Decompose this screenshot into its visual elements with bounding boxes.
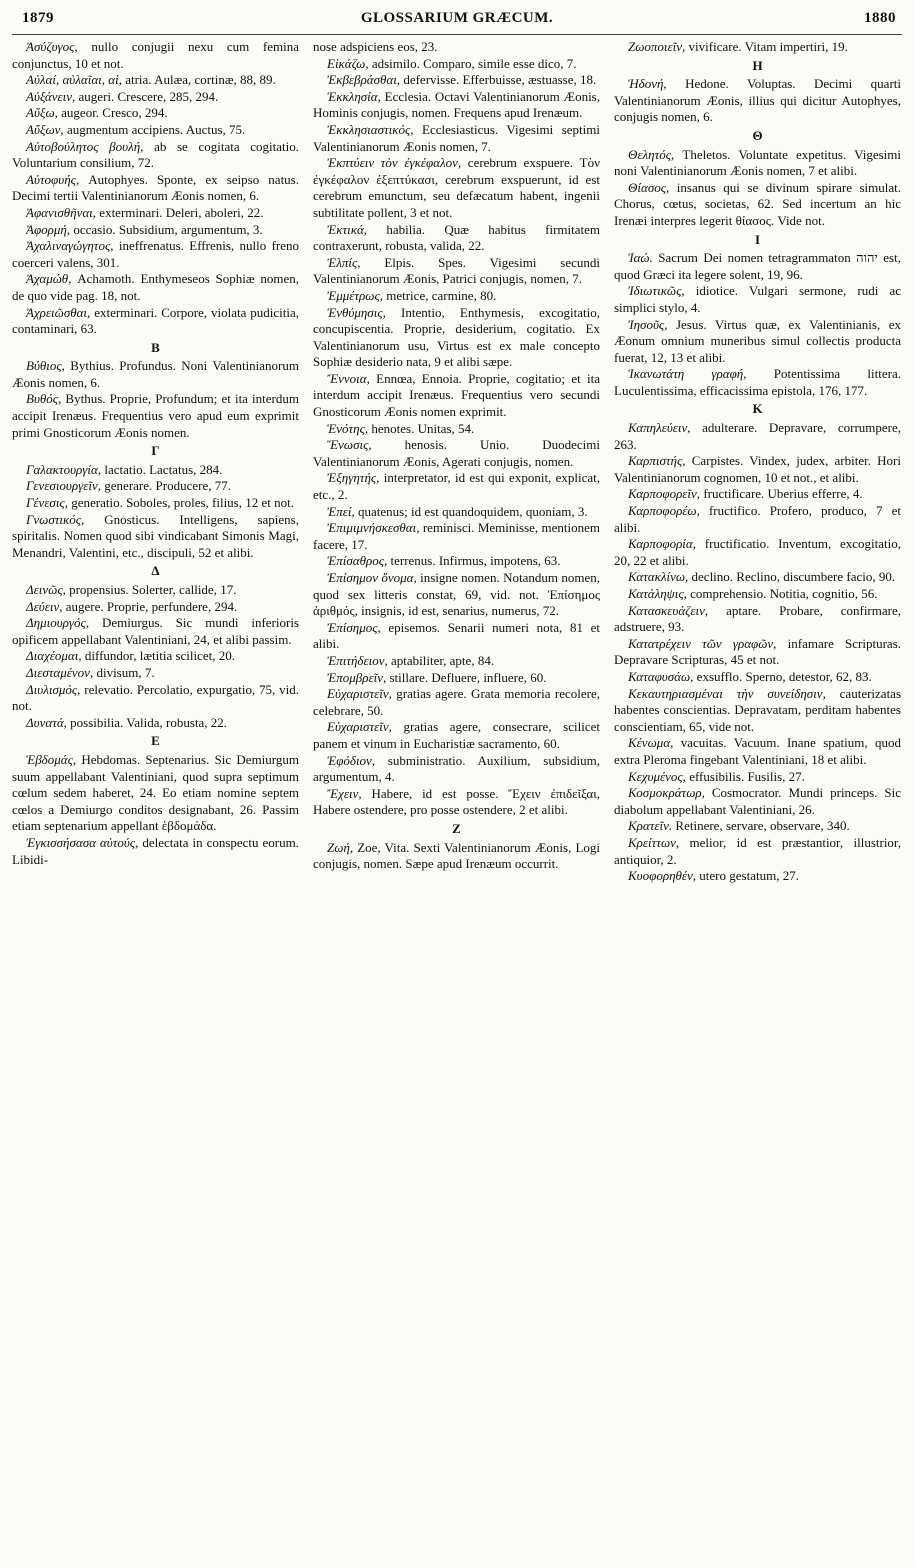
greek-headword: Ἀφορμή, xyxy=(26,221,71,237)
entry-definition: divisum, 7. xyxy=(93,664,155,680)
entry-definition: effusibilis. Fusilis, 27. xyxy=(685,768,805,784)
glossary-entry xyxy=(313,620,600,653)
glossary-entry xyxy=(313,255,600,288)
greek-headword: Ἐπίσαθρος, xyxy=(327,553,388,569)
entry-definition: adsimilo. Comparo, simile esse dico, 7. xyxy=(368,55,577,71)
greek-headword: Ἐφόδιον, xyxy=(327,752,376,768)
glossary-entry xyxy=(614,536,901,569)
greek-headword: Κυοφορηθέν, xyxy=(628,868,697,884)
glossary-entry xyxy=(614,147,901,180)
glossary-entry xyxy=(12,715,299,732)
entry-definition: subministratio. Auxilium, subsidium, argumentum, 4. xyxy=(313,752,600,785)
entry-definition: Potentissima littera. Luculentissima, efficacissima epistola, 176, 177. xyxy=(614,366,901,398)
glossary-entry xyxy=(313,155,600,221)
glossary-entry xyxy=(12,682,299,715)
glossary-entry xyxy=(614,569,901,586)
glossary-entry xyxy=(12,512,299,562)
entry-definition: Habere, id est posse. Ἔχειν ἐπιδεῖξαι, Habere ostendere, pro posse ostendere, 2 et alibi. xyxy=(313,785,600,818)
greek-headword: Ἰδιωτικῶς, xyxy=(628,283,685,299)
glossary-entry xyxy=(12,238,299,271)
glossary-entry xyxy=(614,868,901,885)
entry-definition: occasio. Subsidium, argumentum, 3. xyxy=(70,221,263,237)
entry-continuation: nose adspiciens eos, 23. xyxy=(313,39,438,54)
entry-definition: utero gestatum, 27. xyxy=(696,868,799,884)
greek-headword: Γνωστικός, xyxy=(26,511,85,527)
page-title: GLOSSARIUM GRÆCUM. xyxy=(360,10,554,26)
greek-headword: Αὔξων, xyxy=(26,121,64,137)
entry-definition: habilia. Quæ habitus firmitatem contraxerunt, robusta, valida, 22. xyxy=(313,221,600,254)
glossary-entry xyxy=(12,358,299,391)
glossary-entry xyxy=(12,39,299,72)
greek-headword: Γαλακτουργία, xyxy=(26,461,102,477)
glossary-entry xyxy=(614,686,901,736)
greek-headword: Κρείττων, xyxy=(628,834,680,850)
glossary-entry xyxy=(313,56,600,73)
glossary-entry xyxy=(12,305,299,338)
entry-definition: exsufflo. Sperno, detestor, 62, 83. xyxy=(693,668,872,684)
glossary-entry xyxy=(313,122,600,155)
entry-definition: augeri. Crescere, 285, 294. xyxy=(75,88,219,104)
greek-headword: Ἔννοια, xyxy=(327,370,370,386)
greek-headword: Ἐπιμιμνήσκεσθαι, xyxy=(327,520,420,536)
entry-definition: augere. Proprie, perfundere, 294. xyxy=(62,598,238,614)
entry-definition: henosis. Unio. Duodecimi Valentinianorum Æonis, Agerati conjugis, nomen. xyxy=(313,437,600,469)
glossary-column-3 xyxy=(614,39,901,885)
greek-headword: Κατακλίνω, xyxy=(628,569,689,585)
glossary-entry xyxy=(614,76,901,126)
glossary-entry xyxy=(12,665,299,682)
entry-definition: idiotice. Vulgari sermone, rudi ac simplici stylo, 4. xyxy=(614,283,901,315)
greek-headword: Αὐτοφυής, xyxy=(26,171,80,187)
glossary-entry xyxy=(12,648,299,665)
greek-headword: Καταφυσάω, xyxy=(628,668,694,684)
entry-definition: adulterare. Depravare, corrumpere, 263. xyxy=(614,420,901,452)
greek-headword: Ἐκβεβράσθαι, xyxy=(327,72,401,88)
glossary-entry xyxy=(614,735,901,768)
entry-definition: Autophyes. Sponte, ex seipso natus. Decimi tertii Valentinianorum Æonis nomen, 6. xyxy=(12,171,299,204)
glossary-entry xyxy=(614,586,901,603)
glossary-entry xyxy=(614,503,901,536)
greek-headword: Δημιουργός, xyxy=(26,615,90,631)
glossary-entry xyxy=(12,835,299,868)
greek-headword: Εἰκάζω, xyxy=(327,55,369,71)
greek-headword: Κοσμοκράτωρ, xyxy=(628,785,705,801)
entry-definition: nullo conjugii nexu cum femina conjunctus, 10 et not. xyxy=(12,39,299,71)
greek-headword: Καρπιστής, xyxy=(628,453,686,469)
entry-definition: Jesus. Virtus quæ, ex Valentinianis, ex Æonum omnium muneribus simul collectis producta fuerat, 12, 13 et alibi. xyxy=(614,316,901,365)
entry-definition: propensius. Solerter, callide, 17. xyxy=(65,582,237,597)
entry-definition: fructificatio. Inventum, excogitatio, 20, 22 et alibi. xyxy=(614,536,901,568)
glossary-entry xyxy=(313,570,600,620)
greek-headword: Καρποφορέω, xyxy=(628,503,700,519)
greek-headword: Ἐλπίς, xyxy=(327,254,361,270)
greek-headword: Ἕνωσις, xyxy=(327,437,372,453)
glossary-column-2 xyxy=(313,39,600,885)
greek-headword: Εὐχαριστεῖν, xyxy=(327,719,392,735)
entry-definition: comprehensio. Notitia, cognitio, 56. xyxy=(686,586,878,601)
greek-headword: Ζωή, xyxy=(327,839,354,855)
glossary-entry xyxy=(614,818,901,835)
entry-definition: exterminari. Corpore, violata pudicitia, contaminari, 63. xyxy=(12,304,299,337)
glossary-entry xyxy=(313,670,600,687)
glossary-entry xyxy=(614,769,901,786)
glossary-entry xyxy=(614,785,901,818)
entry-definition: augeor. Cresco, 294. xyxy=(57,105,168,121)
greek-headword: Ἐξηγητής, xyxy=(327,470,380,486)
greek-headword: Ἐπεί, xyxy=(327,503,355,519)
glossary-entry xyxy=(614,317,901,367)
entry-definition: Demiurgus. Sic mundi inferioris opificem appellabant Valentiniani, 24, et alibi passim. xyxy=(12,615,299,647)
running-head xyxy=(12,8,902,35)
section-letter: H xyxy=(752,57,763,73)
greek-headword: Ἀχαμώθ, xyxy=(26,271,72,287)
glossary-entry xyxy=(12,72,299,89)
greek-headword: Κατασκευάζειν, xyxy=(628,602,709,618)
glossary-entry xyxy=(12,582,299,599)
section-letter: Δ xyxy=(151,563,160,579)
greek-headword: Ἀχαλιναγώγητος, xyxy=(26,238,114,254)
entry-definition: melior, id est præstantior, illustrior, antiquior, 2. xyxy=(614,834,901,867)
glossary-entry xyxy=(614,420,901,453)
glossary-entry xyxy=(12,139,299,172)
entry-definition: terrenus. Infirmus, impotens, 63. xyxy=(387,553,561,569)
entry-definition: Ecclesia. Octavi Valentinianorum Æonis, Hominis conjugis, nomen. Frequens apud Irenæum. xyxy=(313,88,600,121)
entry-definition: atria. Aulæa, cortinæ, 88, 89. xyxy=(121,72,276,88)
greek-headword: Κατάληψις, xyxy=(628,586,687,601)
greek-headword: Ἐπομβρεῖν, xyxy=(327,669,387,685)
glossary-entry xyxy=(313,840,600,873)
glossary-entry xyxy=(12,89,299,106)
glossary-entry xyxy=(12,391,299,441)
glossary-entry xyxy=(313,371,600,421)
entry-definition: stillare. Defluere, influere, 60. xyxy=(386,669,547,685)
greek-headword: Ἐπίσημον ὄνομα, xyxy=(327,570,417,585)
greek-headword: Ἐπιτήδειον, xyxy=(327,652,388,668)
entry-definition: Cosmocrator. Mundi princeps. Sic diabolum appellabant Valentiniani, 26. xyxy=(614,785,901,817)
glossary-entry xyxy=(614,636,901,669)
greek-headword: Ἐκτικά, xyxy=(327,221,368,237)
entry-definition: Carpistes. Vindex, judex, arbiter. Hori Valentinianorum cognomen, 10 et not., et alibi. xyxy=(614,453,901,485)
glossary-entry xyxy=(313,753,600,786)
greek-headword: Κεκαυτηριασμέναι τὴν συνείδησιν, xyxy=(628,685,826,701)
entry-definition: Achamoth. Enthymeseos Sophiæ nomen, de quo vide pag. 18, not. xyxy=(12,271,299,303)
greek-headword: Βύθιος, xyxy=(26,358,65,374)
entry-definition: generare. Producere, 77. xyxy=(101,478,231,494)
glossary-entry xyxy=(614,180,901,230)
entry-definition: gratias agere, consecrare, scilicet panem et vinum in Eucharistiæ sacramento, 60. xyxy=(313,719,600,751)
section-letter: Θ xyxy=(752,127,763,143)
greek-headword: Ἐκκλησία, xyxy=(327,88,381,104)
glossary-entry xyxy=(614,39,901,56)
entry-definition: exterminari. Deleri, aboleri, 22. xyxy=(96,204,264,220)
glossary-entry xyxy=(614,283,901,316)
glossary-entry xyxy=(313,222,600,255)
glossary-column-1 xyxy=(12,39,299,885)
glossary-entry xyxy=(313,686,600,719)
entry-definition: Intentio, Enthymesis, excogitatio, concupiscentia. Proprie, desiderium, cogitatio. Ex Valentinianorum usu, Virtus est ex male concepto Sophiæ desiderio nata, 9 et alibi sæpe. xyxy=(313,304,600,370)
entry-definition: vivificare. Vitam impertiri, 19. xyxy=(685,39,848,54)
greek-headword: Θελητός, xyxy=(628,146,675,162)
entry-definition: cerebrum exspuere. Τὸν ἐγκέφαλον ἐξεπτύκασι, cerebrum exspuerunt, id est cerebrum emunctum, seu defæcatum habent, ingenii subtilitate pollent, 3 et not. xyxy=(313,155,600,220)
entry-definition: generatio. Soboles, proles, filius, 12 et not. xyxy=(67,495,294,511)
greek-headword: Ἀσύζυγος, xyxy=(26,39,78,54)
entry-definition: declino. Reclino, discumbere facio, 90. xyxy=(688,569,896,585)
entry-definition: defervisse. Efferbuisse, æstuasse, 18. xyxy=(400,72,597,88)
entry-definition: Zoe, Vita. Sexti Valentinianorum Æonis, Logi conjugis, nomen. Sæpe apud Irenæum occurrit. xyxy=(313,839,600,872)
greek-headword: Κεχυμένος, xyxy=(628,768,686,784)
entry-definition: vacuitas. Vacuum. Inane spatium, quod extra Pleroma fingebant Valentiniani, 18 et alibi. xyxy=(614,735,901,767)
greek-headword: Ἐκπτύειν τὸν ἐγκέφαλον, xyxy=(327,155,462,171)
greek-headword: Ἐμμέτρως, xyxy=(327,287,383,303)
greek-headword: Ἰαώ. xyxy=(628,250,653,266)
glossary-entry xyxy=(614,366,901,399)
entry-definition: episemos. Senarii numeri nota, 81 et alibi. xyxy=(313,619,600,652)
greek-headword: Καρποφορεῖν, xyxy=(628,486,701,502)
greek-headword: Ἐνθύμησις, xyxy=(327,304,386,320)
greek-headword: Ἑβδομάς, xyxy=(26,751,77,767)
entry-definition: Gnosticus. Intelligens, sapiens, spiritalis. Nomen quod sibi vindicabant Simonis Magi, Menandri, Valentini, etc., discipuli, 52 et alibi. xyxy=(12,511,299,560)
glossary-entry xyxy=(614,835,901,868)
entry-definition: aptabiliter, apte, 84. xyxy=(387,652,495,668)
greek-headword: Δεινῶς, xyxy=(26,582,66,597)
entry-definition: lactatio. Lactatus, 284. xyxy=(101,461,223,477)
entry-definition: fructifico. Profero, produco, 7 et alibi. xyxy=(614,503,901,535)
entry-definition: fructificare. Uberius efferre, 4. xyxy=(700,486,863,502)
greek-headword: Ἀφανισθῆναι, xyxy=(26,204,97,220)
glossary-entry xyxy=(313,520,600,553)
glossary-entry xyxy=(12,752,299,835)
glossary-entry xyxy=(614,486,901,503)
entry-definition: ab se cogitata cogitatio. Voluntarium consilium, 72. xyxy=(12,138,300,171)
entry-definition: Hedone. Voluptas. Decimi quarti Valentinianorum Æonis, illius qui dicitur Autophyes, conjugis nomen, 6. xyxy=(614,76,901,125)
greek-headword: Αὐτοβούλητος βουλή, xyxy=(26,138,144,154)
glossary-entry xyxy=(12,222,299,239)
entry-definition: aptare. Probare, confirmare, adstruere, 93. xyxy=(614,602,901,635)
greek-headword: Καρποφορία, xyxy=(628,536,696,552)
glossary-entry xyxy=(12,205,299,222)
greek-headword: Εὐχαριστεῖν, xyxy=(327,686,392,702)
glossary-entry xyxy=(12,172,299,205)
glossary-entry xyxy=(313,470,600,503)
glossary-entry xyxy=(614,250,901,283)
entry-definition: Ennœa, Ennoia. Proprie, cogitatio; et ita interdum accipit Irenæus. Frequentius vero secundi Gnosticorum Æonis nomen exprimit. xyxy=(313,370,600,420)
glossary-entry xyxy=(313,421,600,438)
entry-definition: Bythius. Profundus. Noni Valentinianorum Æonis nomen, 6. xyxy=(12,358,299,390)
entry-definition: metrice, carmine, 80. xyxy=(382,287,497,303)
glossary-entry xyxy=(12,495,299,512)
greek-headword: Βυθός, xyxy=(26,391,62,407)
greek-headword: Ἰησοῦς, xyxy=(628,316,668,332)
section-letter: K xyxy=(752,401,763,417)
greek-headword: Διαχέομαι, xyxy=(26,648,82,664)
entry-definition: ineffrenatus. Effrenis, nullo freno coerceri valens, 301. xyxy=(12,238,299,270)
greek-headword: Κρατεῖν. xyxy=(628,818,673,834)
greek-headword: Γενεσιουργεῖν, xyxy=(26,478,102,494)
glossary-entry xyxy=(313,719,600,752)
glossary-entry xyxy=(12,599,299,616)
glossary-entry xyxy=(313,553,600,570)
entry-definition: Theletos. Voluntate expetitus. Vigesimi noni Valentinianorum Æonis nomen, 7 et alibi. xyxy=(614,146,901,179)
glossary-entry xyxy=(614,669,901,686)
greek-headword: Καπηλεύειν, xyxy=(628,420,691,436)
entry-definition: Ecclesiasticus. Vigesimi septimi Valentinianorum Æonis nomen, 7. xyxy=(313,121,600,154)
greek-headword: Ἡδονή, xyxy=(628,76,667,92)
greek-headword: Γένεσις, xyxy=(26,495,68,511)
greek-headword: Δυνατά, xyxy=(26,714,67,730)
entry-definition: Sacrum Dei nomen tetragrammaton יהוה est, quod Græci ita legere solent, 19, 96. xyxy=(614,250,901,282)
glossary-entry xyxy=(313,504,600,521)
entry-definition: infamare Scripturas. Depravare Scripturas, 45 et not. xyxy=(614,635,902,668)
glossary-entry xyxy=(313,89,600,122)
glossary-entry xyxy=(313,653,600,670)
greek-headword: Κατατρέχειν τῶν γραφῶν, xyxy=(628,635,777,651)
section-letter: I xyxy=(754,231,761,247)
entry-definition: reminisci. Meminisse, mentionem facere, 17. xyxy=(313,520,600,552)
greek-headword: Θίασος, xyxy=(628,179,670,195)
glossary-entry xyxy=(12,615,299,648)
entry-definition: possibilia. Valida, robusta, 22. xyxy=(66,714,228,730)
glossary-entry xyxy=(614,603,901,636)
entry-definition: delectata in conspectu eorum. Libidi- xyxy=(12,834,299,867)
greek-headword: Ζωοποιεῖν, xyxy=(628,39,686,54)
entry-definition: diffundor, lætitia scilicet, 20. xyxy=(81,648,236,664)
greek-headword: Διεσταμένον, xyxy=(26,664,94,680)
glossary-entry xyxy=(12,462,299,479)
glossary-entry xyxy=(313,786,600,819)
entry-definition: relevatio. Percolatio, expurgatio, 75, vid. not. xyxy=(12,681,299,714)
section-letter: B xyxy=(151,339,160,355)
glossary-entry xyxy=(313,305,600,371)
greek-headword: Ἐγκισσήσασα αὐτούς, xyxy=(26,834,139,850)
entry-definition: Elpis. Spes. Vigesimi secundi Valentinianorum Æonis, Patrici conjugis, nomen, 7. xyxy=(313,254,600,287)
entry-definition: Hebdomas. Septenarius. Sic Demiurgum suum appellabant Valentiniani, quod supra septimum cœlum sedem haberet, 24. Eo etiam nomine septem cœlos a Demiurgo conditos designabant, 26. Passim etiam septenarium appellant ἑβδομάδα. xyxy=(12,751,299,834)
page-number-right: 1880 xyxy=(864,10,896,26)
entry-definition: quatenus; id est quandoquidem, quoniam, 3. xyxy=(354,503,588,519)
entry-definition: insanus qui se divinum spirare simulat. Chorus, cœtus, societas, 62. Sed incertum an hic Irenæi interpres legerit θίασος. Vide not. xyxy=(614,179,901,228)
greek-headword: Αὐξάνειν, xyxy=(26,88,76,104)
greek-headword: Ἱκανωτάτη γραφή, xyxy=(628,366,747,382)
entry-definition: henotes. Unitas, 54. xyxy=(368,420,475,436)
glossary-entry xyxy=(12,271,299,304)
greek-headword: Ἐπίσημος, xyxy=(327,619,381,635)
glossary-entry xyxy=(313,72,600,89)
greek-headword: Αὔξω, xyxy=(26,105,58,121)
entry-definition: gratias agere. Grata memoria recolere, celebrare, 50. xyxy=(313,686,600,718)
greek-headword: Δεύειν, xyxy=(26,598,63,614)
entry-definition: cauterizatas habentes conscientias. Depravatam, perditam habentes conscientiam, 65, vide not. xyxy=(614,685,902,734)
greek-headword: Διυλισμός, xyxy=(26,681,81,697)
entry-definition: insigne nomen. Notandum nomen, quod sex litteris constat, 69, vid. not. Ἐπίσημος ἀριθμός, insignis, id est, senarius, numerus, 72. xyxy=(313,570,600,619)
greek-headword: Ἔχειν, xyxy=(327,785,362,801)
page-number-left: 1879 xyxy=(22,10,54,26)
glossary-entry xyxy=(614,453,901,486)
greek-headword: Ἐκκλησιαστικός, xyxy=(327,121,414,137)
entry-definition: augmentum accipiens. Auctus, 75. xyxy=(63,121,246,137)
entry-definition: Bythus. Proprie, Profundum; et ita interdum accipit Irenæus. Frequentius vero apud eum exprimit primi Gnosticorum Æonis nomen. xyxy=(12,391,299,440)
glossary-entry xyxy=(12,478,299,495)
greek-headword: Ἀχρειῶσθαι, xyxy=(26,304,91,320)
greek-headword: Αὐλαί, αὐλαῖαι, αἱ, xyxy=(26,72,122,88)
section-letter: Γ xyxy=(151,443,160,459)
entry-definition: interpretator, id est qui exponit, explicat, etc., 2. xyxy=(313,470,600,503)
glossary-entry xyxy=(12,122,299,139)
glossary-entry xyxy=(313,437,600,470)
greek-headword: Κένωμα, xyxy=(628,735,674,751)
glossary-entry xyxy=(12,105,299,122)
section-letter: Z xyxy=(452,820,461,836)
greek-headword: Ἑνότης, xyxy=(327,420,369,436)
entry-definition: Retinere, servare, observare, 340. xyxy=(672,818,850,834)
glossary-entry xyxy=(313,288,600,305)
section-letter: E xyxy=(151,733,160,749)
glossary-columns xyxy=(12,35,902,885)
